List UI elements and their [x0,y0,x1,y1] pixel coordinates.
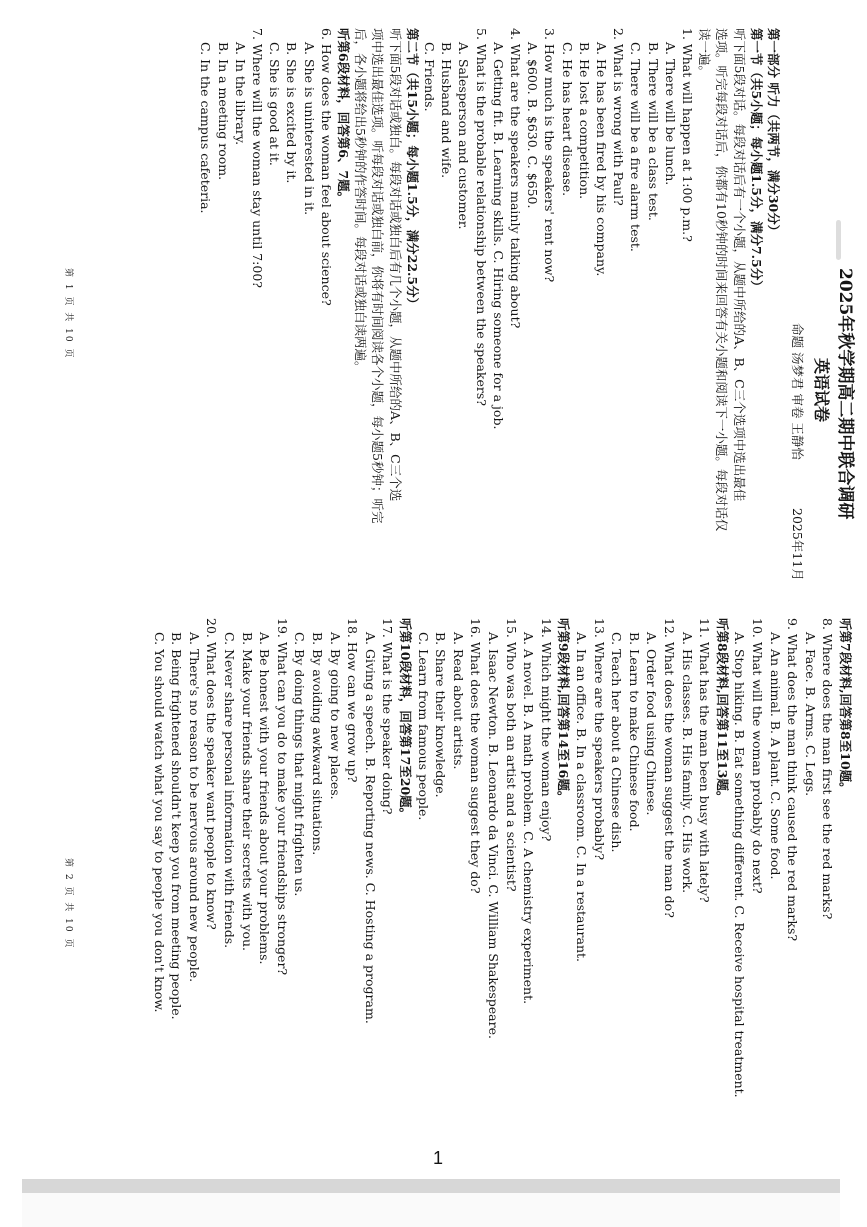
page2-line: A. Face. B. Arms. C. Legs. [802,632,818,797]
page2-line: A. By going to new places. [327,632,343,800]
page2-line: A. Be honest with your friends about your problems. [257,632,273,965]
page2-line: A. Stop hiking. B. Eat something different. C. Receive hospital treatment. [732,632,748,1098]
page1-line: A. He has been fired by his company. [594,42,609,277]
page1-line: 3. How much is the speakers' rent now? [542,28,558,283]
page1-line: A. She is uninterested in it. [301,42,317,216]
page1-line: 1. What will happen at 1:00 p.m.? [680,28,695,242]
page1-line: B. He lost a competition. [576,42,592,200]
exam-page-2 [57,618,852,1178]
page2-line: C. Never share personal information with friends. [222,632,237,949]
exam-page-1 [57,28,855,600]
next-page-preview [22,1193,840,1227]
page2-line: 18. How can we grow up? [345,618,361,783]
page1-line: 读一遍。 [697,28,713,79]
page1-line: A. Getting fit. B. Learning skills. C. Hiring someone for a job. [490,42,506,430]
page1-line: 6. How does the woman feel about science? [318,28,334,306]
page2-line: A. Giving a speech. B. Reporting news. C. Hosting a program. [362,632,378,1024]
page2-line: C. You should watch what you say to people you don't know. [151,632,167,1013]
page1-line: 选项。听完每段对话后，你都有10秒钟的时间来回答有关小题和阅读下一小题。每段对话仅 [714,28,730,532]
page2-line: A. An animal. B. A plant. C. Some food. [767,632,783,880]
page2-line: 14. Which might the woman enjoy? [538,618,554,842]
page1-line: 后，各小题将给出5秒钟的作答时间。每段对话或独白读两遍。 [353,28,369,374]
page1-line: A. $600. B. $630. C. $650. [525,42,541,209]
page2-line: B. Make your friends share their secrets with you. [239,632,255,951]
page2-line: 19. What can you do to make your friendships stronger? [274,618,290,976]
page2-line: 10. What will the woman probably do next? [750,618,765,894]
page2-line: 12. What does the woman suggest the man do? [662,618,677,918]
page1-line: 项中选出最佳选项。听每段对话或独白前，你将有时间阅读各个小题，每小题5秒钟；听完 [370,28,386,524]
page1-line: 听下面5段对话。每段对话后有一个小题，从题中所给的A、B、C三个选项中选出最佳 [731,28,747,502]
document-page [22,8,855,1173]
page1-line: C. Friends. [422,42,437,112]
page2-line: 11. What has the man been busy with lately? [697,618,713,903]
authors: 命题 汤梦君 审卷 王静怡 [790,323,805,460]
page2-line: A. In an office. B. In a classroom. C. In a restaurant. [574,632,589,963]
page2-line: B. Share their knowledge. [433,632,449,798]
page2-line: A. His classes. B. His family. C. His work. [679,632,695,894]
page2-line: B. By avoiding awkward situations. [310,632,325,856]
page2-line: A. There's no reason to be nervous around new people. [186,632,202,983]
page1-line: A. In the library. [232,42,248,146]
exam-subject: 英语试卷 [812,358,831,423]
page2-line: A. Order food using Chinese. [644,632,660,816]
page1-line: 2. What is wrong with Paul? [611,28,627,206]
page2-line: C. Learn from famous people. [415,632,431,821]
page1-line: B. Husband and wife. [439,42,455,179]
horizontal-scrollbar[interactable] [22,1179,840,1193]
page2-line: A. A novel. B. A math problem. C. A chemistry experiment. [521,632,537,1005]
page1-line: A. Salesperson and customer. [456,42,472,230]
page1-footer: 第 1 页 共 10 页 [63,268,73,360]
page1-line: B. She is excited by it. [284,42,300,184]
page1-line: 5. What is the probable relationship between the speakers? [473,28,489,406]
page1-line: C. She is good at it. [267,42,283,166]
page2-line: 20. What does the speaker want people to know? [204,618,220,930]
page1-line: B. In a meeting room. [215,42,231,181]
page2-line: B. Being frightened shouldn't keep you from meeting people. [169,632,185,1020]
page1-line: 听第6段材料，回答第6、7题。 [336,28,351,205]
page1-line: C. He has heart disease. [559,42,575,197]
page2-line: A. Isaac Newton. B. Leonardo da Vinci. C. William Shakespeare. [486,632,501,1039]
page2-line: 听第8段材料,回答第11至13题。 [714,618,730,804]
page2-line: 15. Who was both an artist and a scientist? [503,618,519,892]
page2-line: 听第9段材料,回答第14至16题。 [556,618,572,804]
page2-line: 8. Where does the man first see the red marks? [820,618,836,920]
page2-line: 13. Where are the speakers probably? [591,618,607,861]
page2-line: A. Read about artists. [450,632,466,770]
page2-line: B. Learn to make Chinese food. [626,632,642,832]
page1-line: 第一节（共5小题；每小题1.5分，满分7.5分） [748,28,764,293]
page1-line: B. There will be a class test. [645,42,661,221]
page1-line: C. In the campus cafeteria. [198,42,214,214]
page1-line: C. There will be a fire alarm test. [628,42,644,252]
page2-line: 9. What does the man think caused the red marks? [785,618,801,942]
page2-line: C. By doing things that might frighten us. [292,632,308,897]
page2-line: 听第7段材料,回答第8至10题。 [838,618,853,795]
page2-footer: 第 2 页 共 10 页 [63,858,73,950]
page1-line: 第二节（共15小题；每小题1.5分，满分22.5分） [404,28,420,311]
page2-line: 17. What is the speaker doing? [380,618,396,815]
vertical-scrollbar-thumb[interactable] [836,220,841,260]
page1-line: 4. What are the speakers mainly talking about? [508,28,523,329]
page1-line: A. There will be lunch. [662,42,678,186]
page2-line: 听第10段材料，回答第17至20题。 [398,618,413,821]
page-number: 1 [433,1148,444,1168]
page2-line: C. Teach her about a Chinese dish. [609,632,625,853]
page1-line: 听下面5段对话或独白。每段对话或独白后有几个小题，从题中所给的A、B、C三个选 [387,28,403,502]
page1-line: 第一部分 听力（共两节，满分30分） [766,28,781,238]
exam-title: 2025年秋学期高二期中联合调研 [835,268,855,520]
page1-line: 7. Where will the woman stay until 7:00? [250,28,265,288]
exam-date: 2025年11月 [790,508,805,581]
page2-line: 16. What does the woman suggest they do? [468,618,484,894]
